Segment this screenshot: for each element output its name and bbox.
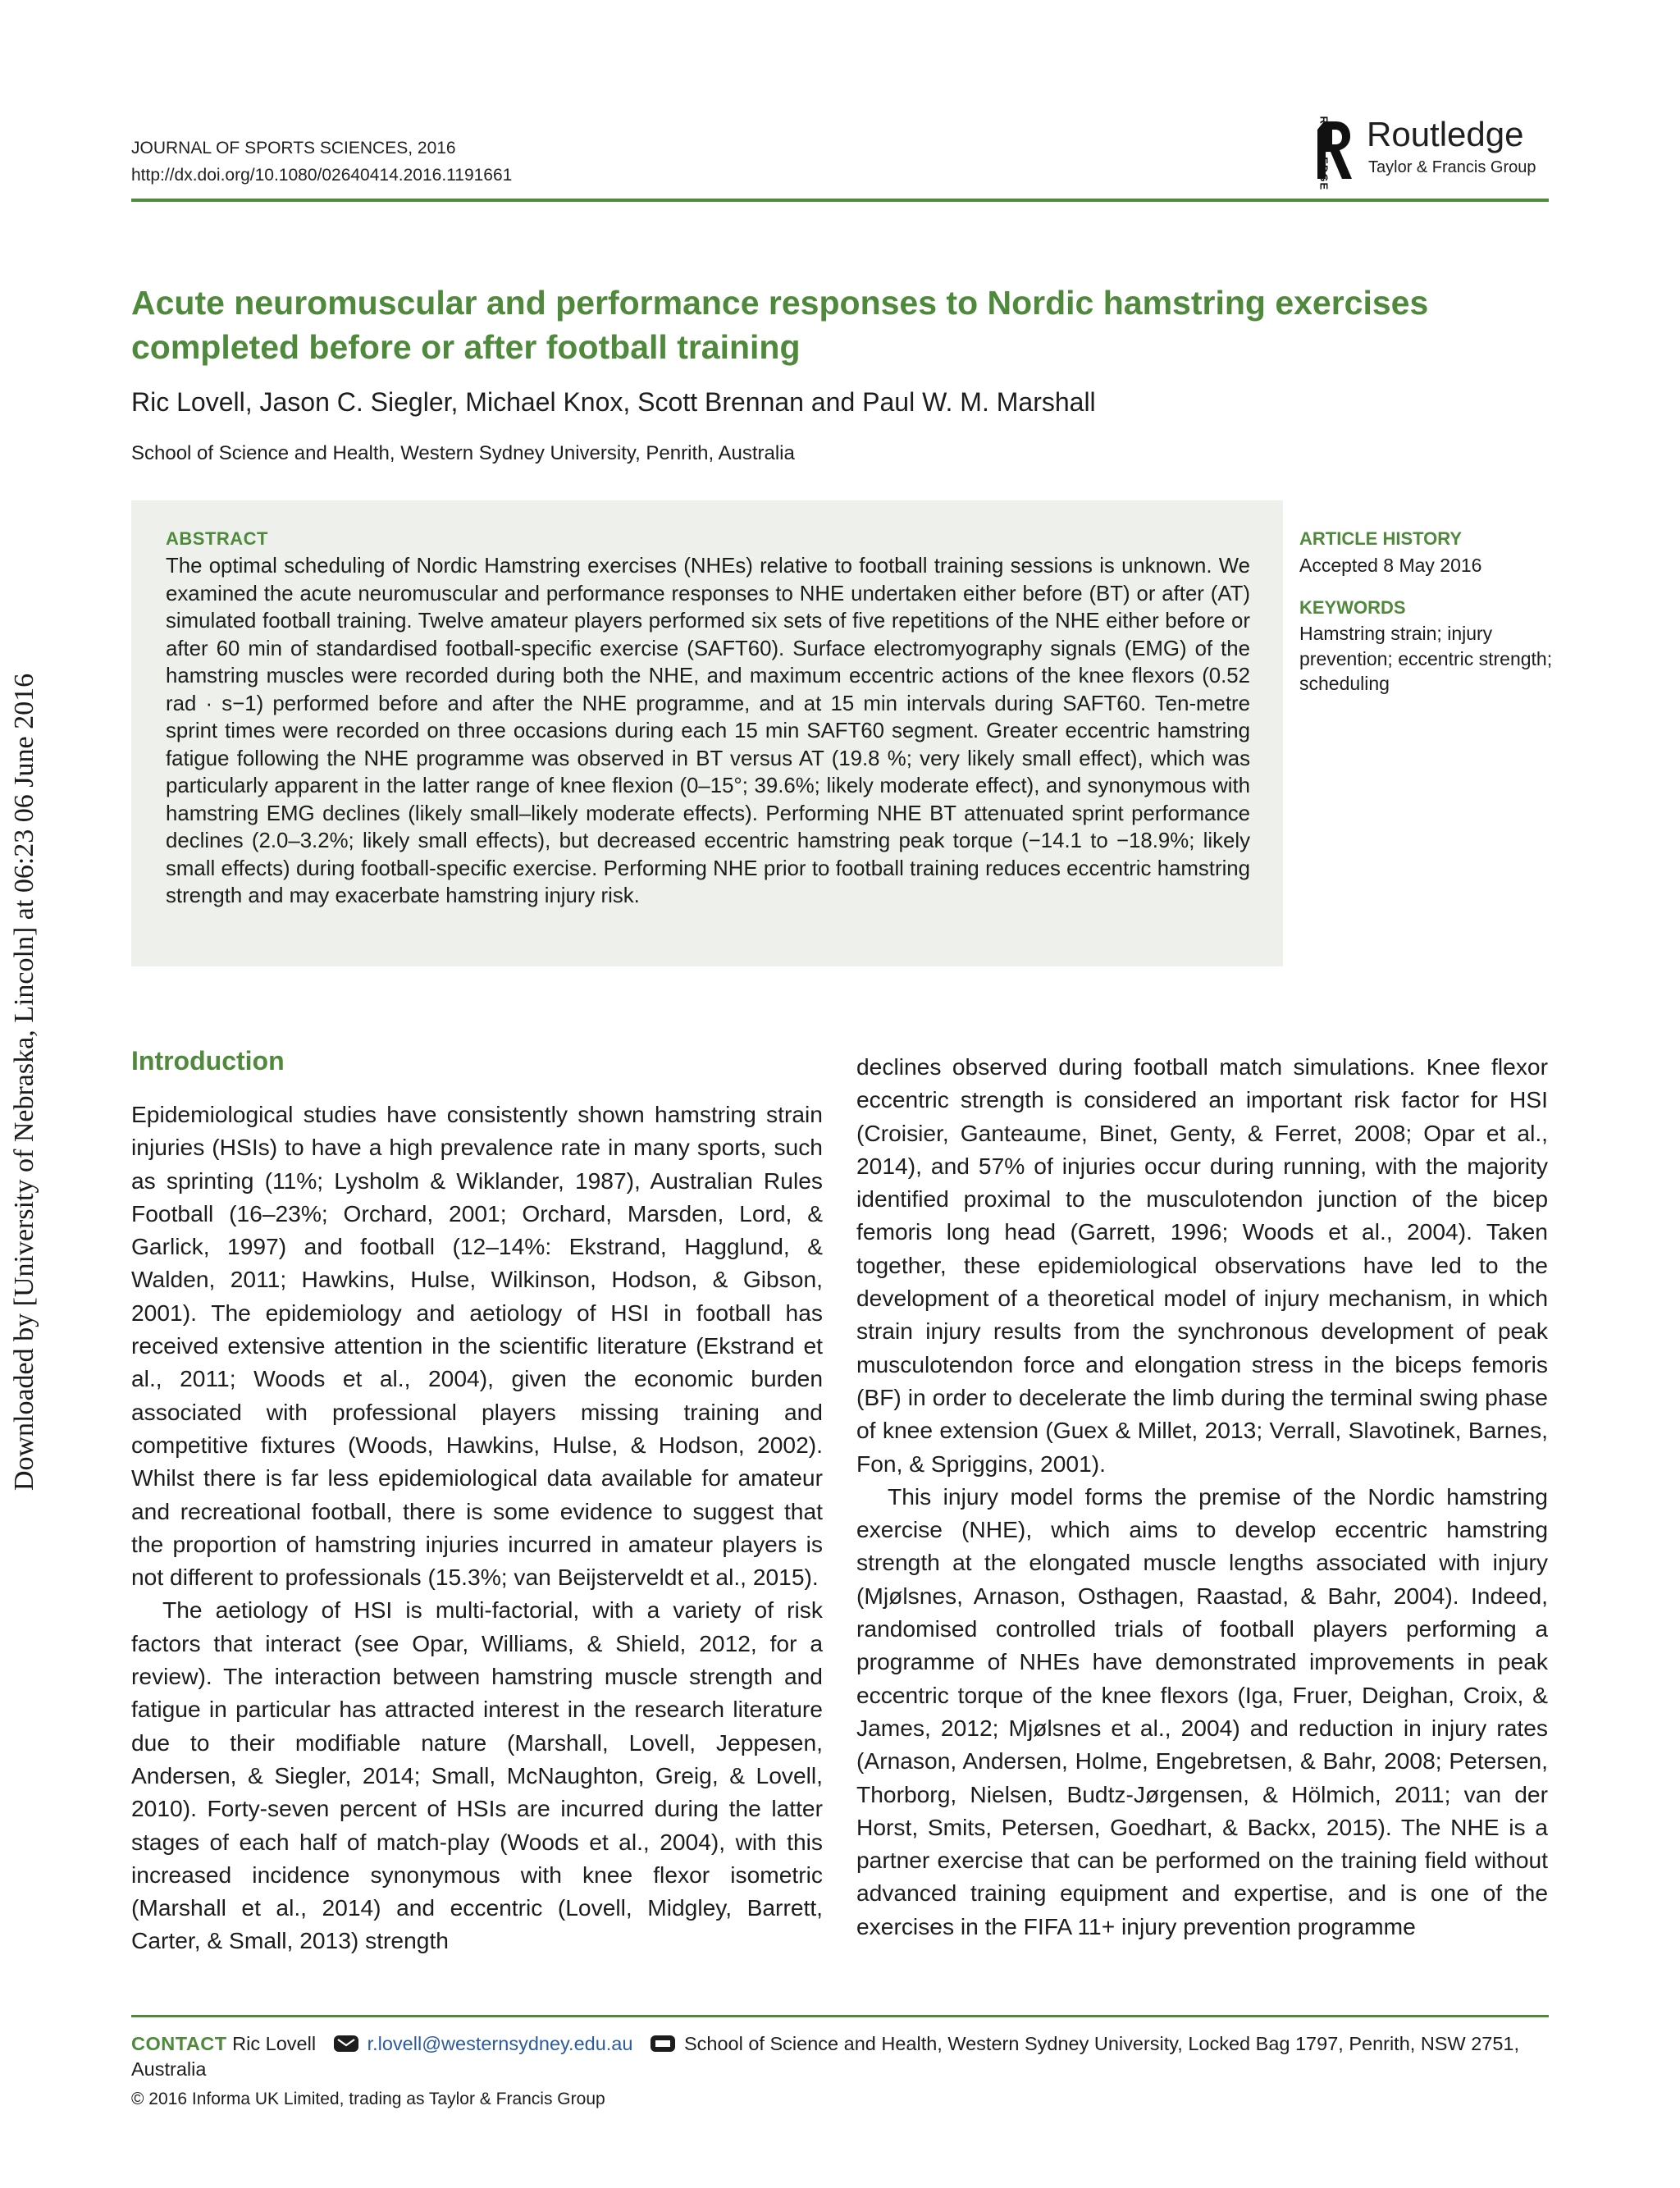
- contact-label: CONTACT: [131, 2033, 227, 2054]
- article-history-text: Accepted 8 May 2016: [1299, 555, 1482, 576]
- abstract-heading: ABSTRACT: [166, 528, 268, 549]
- header-rule: [131, 199, 1549, 202]
- footer-rule: [131, 2015, 1549, 2017]
- keywords-text: Hamstring strain; injury prevention; eccentric strength; scheduling: [1299, 623, 1553, 694]
- download-watermark: Downloaded by [University of Nebraska, Lincoln] at 06:23 06 June 2016: [9, 673, 39, 1491]
- introduction-heading: Introduction: [131, 1046, 285, 1076]
- abstract-text: The optimal scheduling of Nordic Hamstring exercises (NHEs) relative to football training sessions is unknown. We examined the acute neuromuscular and performance responses to NHE undertaken either before (BT) or after (AT) simulated football training. Twelve amateur players performed six sets of five repetitions of the NHE either before or after 60 min of standardised football-specific exercise (SAFT60). Surface electromyography signals (EMG) of the hamstring muscles were recorded during both the NHE, and maximum eccentric actions of the knee flexors (0.52 rad · s−1) performed before and after the NHE programme, and at 15 min intervals during SAFT60. Ten-metre sprint times were recorded on three occasions during each 15 min SAFT60 segment. Greater eccentric hamstring fatigue following the NHE programme was observed in BT versus AT (19.8 %; very likely small effect), which was particularly apparent in the latter range of knee flexion (0–15°; 39.6%; likely moderate effect), and synonymous with hamstring EMG declines (likely small–likely moderate effects). Performing NHE BT attenuated sprint performance declines (2.0–3.2%; likely small effects), but decreased eccentric hamstring peak torque (−14.1 to −18.9%; likely small effects) during football-specific exercise. Performing NHE prior to football training reduces eccentric hamstring strength and may exacerbate hamstring injury risk.: [166, 555, 1250, 907]
- publisher-group: Taylor & Francis Group: [1368, 158, 1536, 176]
- keywords-heading: KEYWORDS: [1299, 597, 1406, 618]
- copyright: © 2016 Informa UK Limited, trading as Taylor & Francis Group: [131, 2090, 605, 2108]
- paragraph: declines observed during football match simulations. Knee flexor eccentric strength is considered an important risk factor for HSI (Croisier, Ganteaume, Binet, Genty, & Ferret, 2008; Opar et al., 2014), and 57% of injuries occur during running, with the majority identified proximal to the musculotendon junction of the bicep femoris long head (Garrett, 1996; Woods et al., 2004). Taken together, these epidemiological observations have led to the development of a theoretical model of injury mechanism, in which strain injury results from the synchronous development of peak musculotendon force and elongation stress in the biceps femoris (BF) in order to decelerate the limb during the terminal swing phase of knee extension (Guex & Millet, 2013; Verrall, Slavotinek, Barnes, Fon, & Spriggins, 2001).: [856, 1053, 1548, 1477]
- paragraph: This injury model forms the premise of the Nordic hamstring exercise (NHE), which aims to develop eccentric hamstring strength at the elongated muscle lengths associated with injury (Mjølsnes, Arnason, Osthagen, Raastad, & Bahr, 2004). Indeed, randomised controlled trials of football players performing a programme of NHEs have demonstrated improvements in peak eccentric torque of the knee flexors (Iga, Fruer, Deighan, Croix, & James, 2012; Mjølsnes et al., 2004) and reduction in injury rates (Arnason, Andersen, Holme, Engebretsen, & Bahr, 2008; Petersen, Thorborg, Nielsen, Budtz-Jørgensen, & Hölmich, 2011; van der Horst, Smits, Petersen, Goedhart, & Backx, 2015). The NHE is a partner exercise that can be performed on the training field without advanced training equipment and expertise, and is one of the exercises in the FIFA 11+ injury prevention programme: [856, 1482, 1548, 1939]
- address-icon: [650, 2035, 676, 2053]
- email-icon: [333, 2035, 359, 2053]
- journal-name: JOURNAL OF SPORTS SCIENCES, 2016: [131, 139, 456, 158]
- body-column-left: [131, 1098, 823, 1957]
- contact-address: School of Science and Health, Western Sydney University, Locked Bag 1797, Penrith, NSW 2751, Australia: [131, 2033, 1520, 2080]
- author-list: Ric Lovell, Jason C. Siegler, Michael Knox, Scott Brennan and Paul W. M. Marshall: [131, 387, 1096, 417]
- email-link[interactable]: r.lovell@westernsydney.edu.au: [367, 2033, 633, 2054]
- publisher-name: Routledge: [1367, 115, 1524, 153]
- contact-name: Ric Lovell: [232, 2033, 317, 2054]
- paragraph: The aetiology of HSI is multi-factorial, with a variety of risk factors that interact (see Opar, Williams, & Shield, 2012, for a review). The interaction between hamstring muscle strength and fatigue in particular has attracted interest in the research literature due to their modifiable nature (Marshall, Lovell, Jeppesen, Andersen, & Siegler, 2014; Small, McNaughton, Greig, & Lovell, 2010). Forty-seven percent of HSIs are incurred during the latter stages of each half of match-play (Woods et al., 2004), with this increased incidence synonymous with knee flexor isometric (Marshall et al., 2014) and eccentric (Lovell, Midgley, Barrett, Carter, & Small, 2013) strength: [131, 1596, 823, 1954]
- publisher-vertical-label: ROUTLEDGE: [1317, 116, 1331, 191]
- doi-link[interactable]: http://dx.doi.org/10.1080/02640414.2016.1191661: [131, 166, 513, 185]
- paragraph: Epidemiological studies have consistently shown hamstring strain injuries (HSIs) to have a high prevalence rate in many sports, such as sprinting (11%; Lysholm & Wiklander, 1987), Australian Rules Football (16–23%; Orchard, 2001; Orchard, Marsden, Lord, & Garlick, 1997) and football (12–14%: Ekstrand, Hagglund, & Walden, 2011; Hawkins, Hulse, Wilkinson, Hodson, & Gibson, 2001). The epidemiology and aetiology of HSI in football has received extensive attention in the scientific literature (Ekstrand et al., 2011; Woods et al., 2004), given the economic burden associated with professional players missing training and competitive fixtures (Woods, Hawkins, Hulse, & Hodson, 2002). Whilst there is far less epidemiological data available for amateur and recreational football, there is some evidence to suggest that the proportion of hamstring injuries incurred in amateur players is not different to professionals (15.3%; van Beijsterveldt et al., 2015).: [131, 1101, 823, 1591]
- contact-info: [131, 2031, 1550, 2082]
- body-column-right: [856, 1050, 1548, 1943]
- article-history-heading: ARTICLE HISTORY: [1299, 528, 1463, 549]
- article-title: Acute neuromuscular and performance responses to Nordic hamstring exercises completed before or after football training: [131, 284, 1429, 366]
- affiliation: School of Science and Health, Western Sydney University, Penrith, Australia: [131, 442, 795, 464]
- publisher-logo[interactable]: [1312, 115, 1550, 191]
